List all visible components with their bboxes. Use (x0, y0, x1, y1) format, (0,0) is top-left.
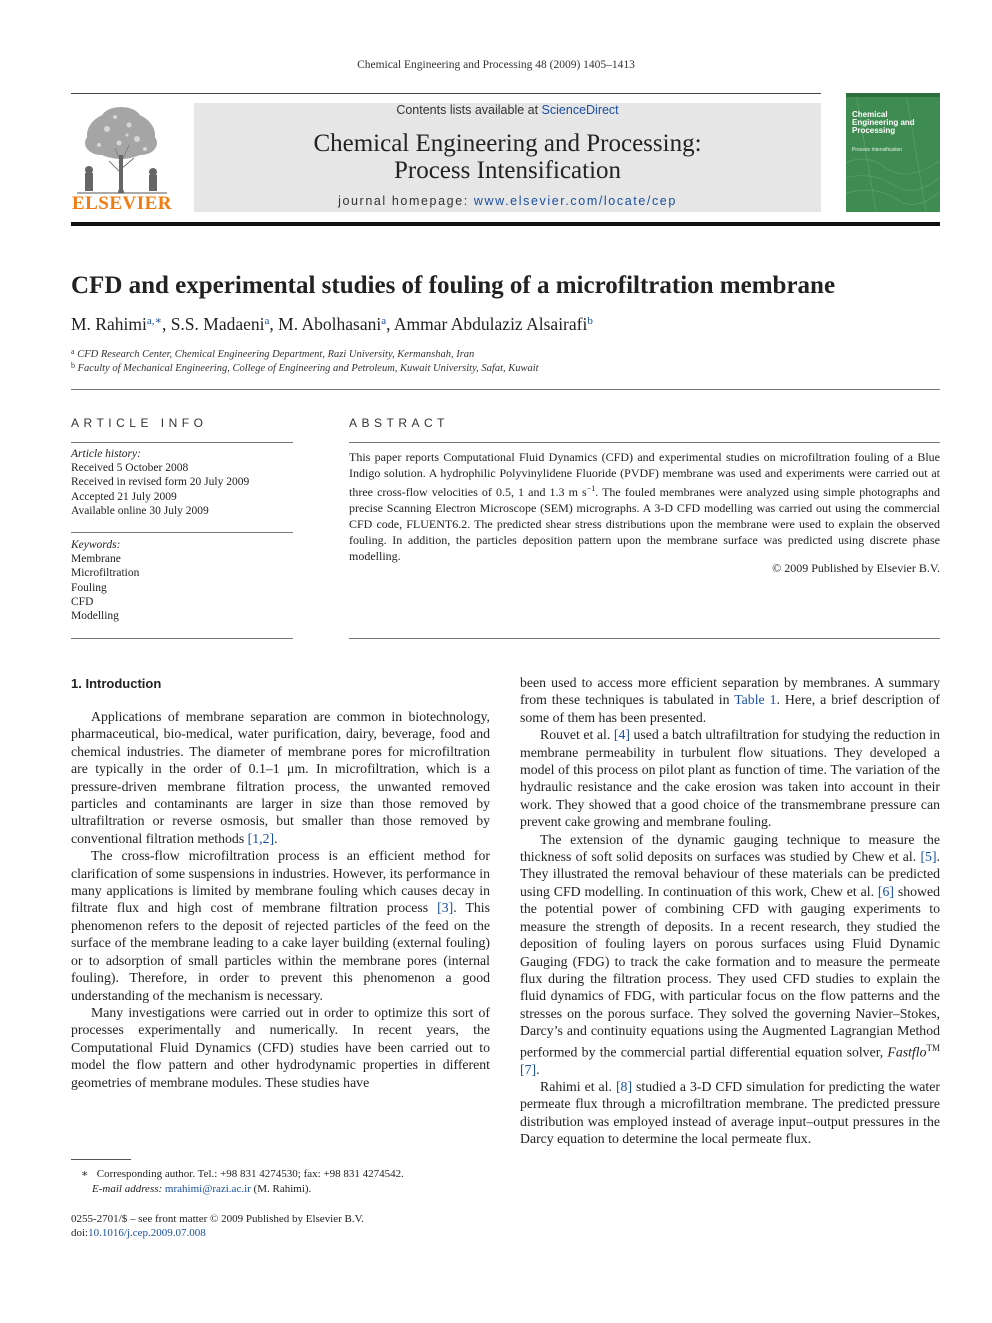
affiliation-text: Faculty of Mechanical Engineering, College of Engineering and Petroleum, Kuwait University, Safat, Kuwait (77, 363, 539, 374)
body-paragraph (520, 674, 940, 726)
author-name[interactable]: Ammar Abdulaziz Alsairafi (393, 314, 588, 334)
article-info-divider (71, 442, 293, 443)
paragraph-text: The cross-flow microfiltration process is an efficient method for clarification of some suspensions in industries. However, its performance in many applications is limited by membrane fouling which causes decay in filtrate flux and high cost of membrane filtration process (71, 848, 490, 916)
author-name[interactable]: M. Abolhasani (278, 314, 382, 334)
paragraph-text: . They illustrated the removal behaviour of these materials can be predicted using CFD modelling. In continuation of this work, Chew et al. (520, 849, 940, 899)
paragraph-text: The extension of the dynamic gauging technique to measure the thickness of soft solid deposits on surfaces was studied by Chew et al. (520, 831, 940, 865)
author-affiliation-mark[interactable]: a (264, 315, 270, 327)
reference-link[interactable]: [4] (613, 727, 630, 743)
email-footnote (92, 1182, 311, 1197)
journal-title-line2: Process Intensification (393, 157, 622, 184)
journal-banner (194, 103, 821, 212)
affiliation (71, 361, 539, 374)
body-column-right (520, 674, 940, 1148)
paragraph-text: . (274, 830, 278, 846)
body-column-left (71, 708, 490, 1091)
masthead-rule (71, 222, 940, 226)
email-suffix: (M. Rahimi). (250, 1183, 312, 1195)
paragraph-text: showed the potential power of combining CFD with gauging experiments to measure the strength of deposits. In a recent research, they studied the deposition of fouling layers on porous surfaces using Fluid Dynamic Gauging (FDG) to track the cake formation and to measure the permeate flux during the filtration process. They used CFD studies to explain the fluid dynamics of FDG, with particular focus on the flow patterns and the stresses on the porous surface. They solved the governing Navier–Stokes, Darcy’s and continuity equations using the Augmented Lagrangian Method performed by the commercial partial differential equation solver, (520, 883, 940, 1060)
reference-link[interactable]: [8] (615, 1078, 633, 1094)
history-item: Available online 30 July 2009 (71, 504, 209, 517)
reference-link[interactable]: [1,2] (247, 830, 275, 846)
elsevier-logo[interactable] (71, 103, 173, 215)
affiliation-divider (71, 389, 940, 390)
keyword: Membrane (71, 553, 121, 566)
article-history (71, 447, 249, 518)
publisher-wordmark: ELSEVIER (71, 193, 173, 214)
body-paragraph (520, 1078, 940, 1148)
body-paragraph (520, 831, 940, 1078)
keyword: Fouling (71, 581, 107, 594)
history-item: Received in revised form 20 July 2009 (71, 476, 250, 489)
paragraph-text: . Here, a brief description of some of them has been presented. (520, 692, 940, 725)
paragraph-text: Applications of membrane separation are common in biotechnology, pharmaceutical, bio-medical, water purification, dairy, beverage, food and chemical industries. The diameter of membrane pores for microfiltration are typically in the order of 0.1–1 μm. In microfiltration, which is a pressure-driven membrane filtration process, the unwanted removed particles and contaminants are larger in size than those removed by ultrafiltration or reverse osmosis, but smaller than those removed by conventional filtration methods (71, 709, 490, 846)
journal-homepage (194, 194, 821, 208)
author-list: M. Rahimi$^{a,∗}$, S.S. Madaeni$^a$, M. Abolhasani$^a$, Ammar Abdulaziz Alsairafi$^b$ (71, 314, 593, 334)
history-item: Received 5 October 2008 (71, 462, 189, 475)
paragraph-text: been used to access more efficient separation by membranes. A summary from these techniques is tabulated in (520, 675, 940, 708)
keywords-divider (71, 532, 293, 533)
paragraph-text: Rouvet et al. (540, 727, 614, 743)
keywords-label: Keywords: (71, 539, 121, 551)
article-info-bottom-rule (71, 638, 293, 639)
journal-cover-thumbnail[interactable] (846, 93, 940, 212)
author-affiliation-mark[interactable]: b (587, 315, 593, 327)
affiliation-mark: a (71, 347, 75, 356)
header-rule (71, 93, 821, 94)
homepage-link[interactable]: www.elsevier.com/locate/cep (473, 194, 677, 208)
paragraph-text: used a batch ultrafiltration for studying the reduction in membrane permeability in turbulent flow situations. They developed a model of this process on pilot plant as function of time. The variation of the hydraulic resistance and the cake erosion was taken into account in their work. They showed that a good choice of the transmembrane pressure can prevent cake growing and membrane fouling. (520, 727, 940, 830)
paragraph-text: Rahimi et al. (540, 1078, 616, 1094)
elsevier-tree-icon (71, 103, 173, 195)
abstract-text-part1: This paper reports Computational Fluid Dynamics (CFD) and experimental studies on microfiltration fouling of a Blue Indigo solution. A hydrophilic Polyvinylidene Fluoride (PVDF) membrane was used and experiments were carried out at three cross-flow velocities of 0.5, 1 and 1.3 m s (349, 450, 940, 499)
homepage-prefix: journal homepage: (338, 194, 474, 208)
author-name[interactable]: M. Rahimi (71, 314, 147, 334)
section-heading: 1. Introduction (71, 676, 162, 691)
reference-link[interactable]: Table 1 (734, 692, 777, 708)
reference-link[interactable]: [5] (920, 849, 937, 865)
doi-prefix: doi: (71, 1227, 89, 1239)
italic-text: Fastflo (887, 1044, 927, 1060)
abstract-text (349, 449, 940, 564)
abstract-text-part2: . The fouled membranes were analyzed using simple photographs and precise Scanning Electron Microscope (SEM) micrographs. A 3-D CFD modelling was carried out using the commercial CFD code, FLUENT6.2. The predicted shear stress distributions upon the membrane were used to explain the observed fouling. In addition, the particles deposition pattern upon the membrane surface was predicted using discrete phase modelling. (349, 485, 941, 563)
paragraph-text: studied a 3-D CFD simulation for predicting the water permeate flux through a microfiltration membrane. The predicted pressure distribution was employed instead of average input–output pressures in the Darcy equation to determine the local permeate flux. (520, 1078, 940, 1147)
keywords (71, 538, 139, 623)
keyword: Modelling (71, 610, 119, 623)
footnote-rule (71, 1159, 131, 1160)
contents-prefix: Contents lists available at (396, 103, 542, 117)
sciencedirect-link[interactable]: ScienceDirect (541, 103, 619, 117)
journal-title-line1: Chemical Engineering and Processing: (313, 130, 702, 157)
keyword: CFD (71, 595, 94, 608)
paragraph-text: . This phenomenon refers to the deposit of rejected particles of the feed on the surface of the membrane leading to a cake layer building (external fouling) or to adsorption of small particles within the membrane pores (internal fouling). Therefore, in order to prevent this phenomenon a good understanding of the mechanism is necessary. (71, 900, 490, 1003)
history-item: Accepted 21 July 2009 (71, 490, 177, 503)
body-paragraph (71, 847, 490, 1004)
keyword: Microfiltration (71, 567, 140, 580)
author-name[interactable]: S.S. Madaeni (170, 314, 265, 334)
abstract-superscript: −1 (586, 484, 596, 493)
footnote-marker: ∗ (81, 1168, 89, 1180)
body-paragraph (71, 1004, 490, 1091)
cover-subtitle: Process Intensification (852, 147, 903, 153)
body-paragraph (71, 708, 490, 847)
email-link[interactable]: mrahimi@razi.ac.ir (164, 1183, 251, 1195)
author-affiliation-mark[interactable]: a,∗ (146, 315, 162, 327)
history-label: Article history: (71, 448, 141, 460)
superscript: TM (926, 1042, 940, 1053)
contents-line (194, 103, 821, 117)
affiliation (71, 347, 474, 360)
paragraph-text: Many investigations were carried out in order to optimize this sort of processes experimentally and numerically. In recent years, the Computational Fluid Dynamics (CFD) studies have been carried out to model the flow pattern and other hydrodynamic properties in different geometries of membrane modules. These studies have (71, 1004, 490, 1090)
reference-link[interactable]: [6] (877, 883, 894, 899)
article-info-heading: ARTICLE INFO (71, 416, 208, 430)
corresponding-text: Corresponding author. Tel.: +98 831 4274530; fax: +98 831 4274542. (96, 1168, 404, 1180)
journal-title (194, 130, 821, 184)
author-affiliation-mark[interactable]: a (381, 315, 387, 327)
journal-citation: Chemical Engineering and Processing 48 (2009) 1405–1413 (357, 59, 635, 71)
abstract-copyright: © 2009 Published by Elsevier B.V. (772, 561, 940, 575)
abstract-divider (349, 442, 940, 443)
body-paragraph (520, 726, 940, 830)
reference-link[interactable]: [3] (437, 900, 454, 916)
affiliation-mark: b (71, 361, 75, 370)
paragraph-text: . (536, 1061, 540, 1077)
abstract-heading: ABSTRACT (349, 416, 450, 430)
article-title: CFD and experimental studies of fouling of a microfiltration membrane (71, 272, 836, 299)
doi-link[interactable]: 10.1016/j.cep.2009.07.008 (88, 1227, 206, 1239)
affiliation-text: CFD Research Center, Chemical Engineering Department, Razi University, Kermanshah, Iran (77, 349, 475, 360)
doi-line (71, 1226, 206, 1241)
reference-link[interactable]: [7] (520, 1061, 537, 1077)
email-label: E-mail address: (92, 1183, 165, 1195)
cover-title: Chemical Engineering and Processing (852, 110, 915, 135)
issn-line: 0255-2701/$ – see front matter © 2009 Published by Elsevier B.V. (71, 1213, 364, 1225)
corresponding-footnote (81, 1167, 404, 1182)
abstract-bottom-rule (349, 638, 940, 639)
